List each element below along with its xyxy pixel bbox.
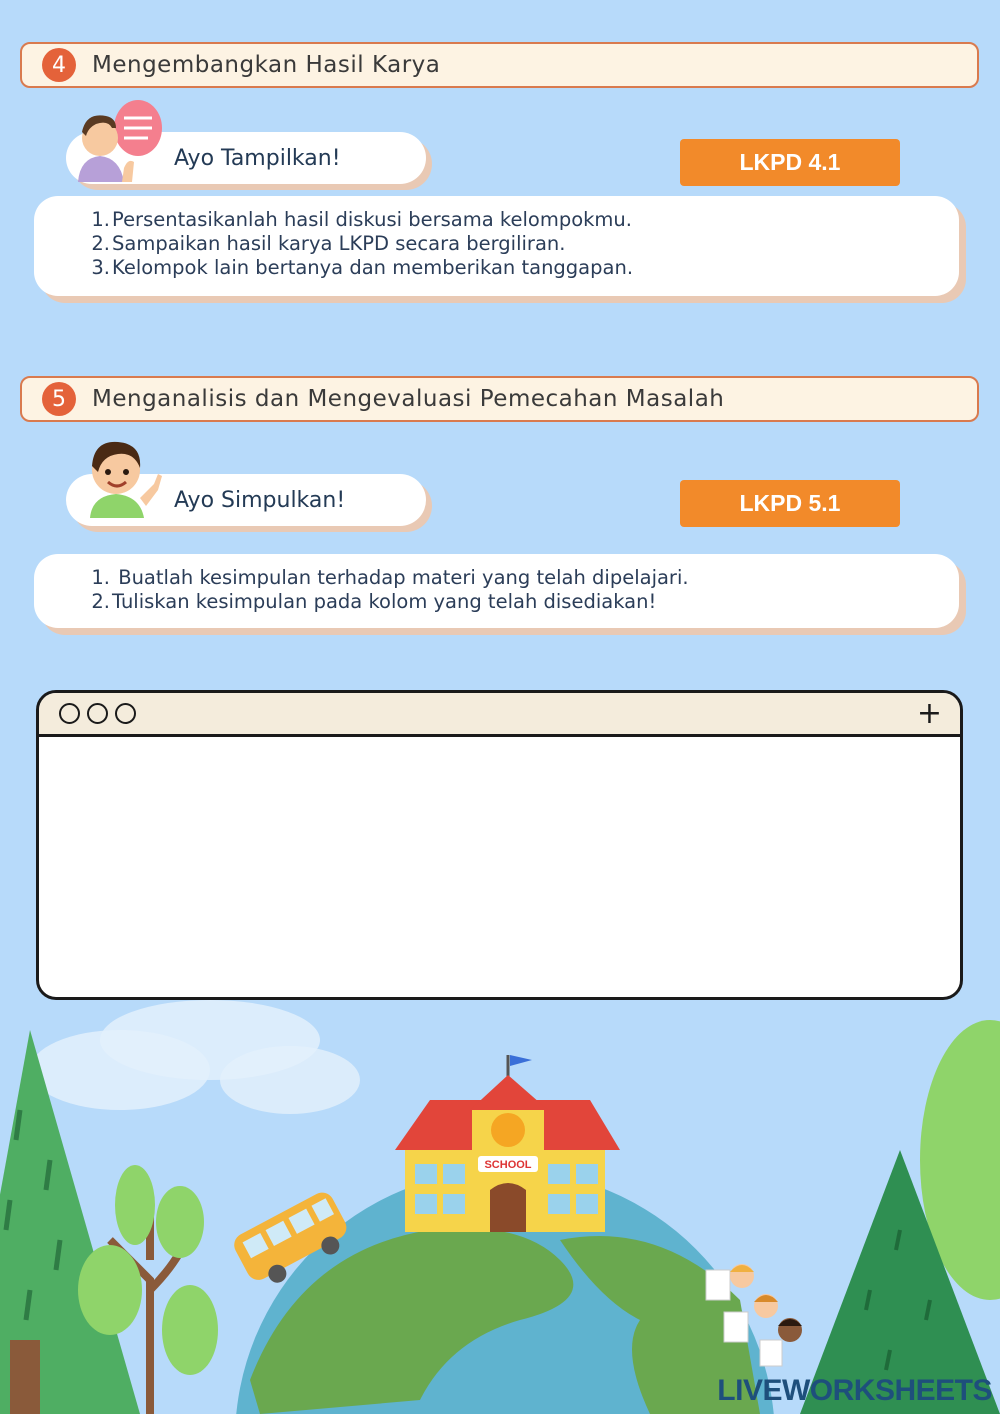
list-item: 2. Sampaikan hasil karya LKPD secara bergiliran. (91, 232, 566, 255)
window-title-bar (39, 693, 960, 737)
list-item: 2. Tuliskan kesimpulan pada kolom yang telah disediakan! (91, 590, 657, 613)
instruction-list (88, 566, 959, 614)
school-globe-illustration (0, 1000, 1000, 1414)
pill-label: Ayo Simpulkan! (174, 487, 346, 513)
step-number-badge: 4 (42, 48, 76, 82)
lkpd-4-1-button[interactable]: LKPD 4.1 (680, 139, 900, 186)
list-item: 1. Persentasikanlah hasil diskusi bersama kelompokmu. (91, 208, 632, 231)
instruction-list (88, 208, 959, 280)
instruction-box-5 (34, 554, 959, 628)
instruction-box-4 (34, 196, 959, 296)
list-item: 1. Buatlah kesimpulan terhadap materi yang telah dipelajari. (91, 566, 689, 589)
section-5-header (20, 376, 979, 422)
school-sign: SCHOOL (484, 1159, 532, 1171)
liveworksheets-watermark: LIVEWORKSHEETS (717, 1374, 992, 1407)
window-dot-icon (59, 703, 80, 724)
plus-icon[interactable]: + (916, 696, 942, 731)
section-title: Mengembangkan Hasil Karya (92, 52, 441, 78)
list-item: 3. Kelompok lain bertanya dan memberikan tanggapan. (91, 256, 634, 279)
step-number-badge: 5 (42, 382, 76, 416)
section-4-header (20, 42, 979, 88)
lkpd-5-1-button[interactable]: LKPD 5.1 (680, 480, 900, 527)
section-title: Menganalisis dan Mengevaluasi Pemecahan Masalah (92, 386, 725, 412)
window-dot-icon (87, 703, 108, 724)
window-dot-icon (115, 703, 136, 724)
conclusion-answer-window (36, 690, 963, 1000)
pill-label: Ayo Tampilkan! (174, 145, 341, 171)
pointing-boy-icon (84, 434, 170, 518)
speaking-boy-icon (72, 98, 172, 182)
conclusion-input[interactable] (39, 737, 960, 997)
